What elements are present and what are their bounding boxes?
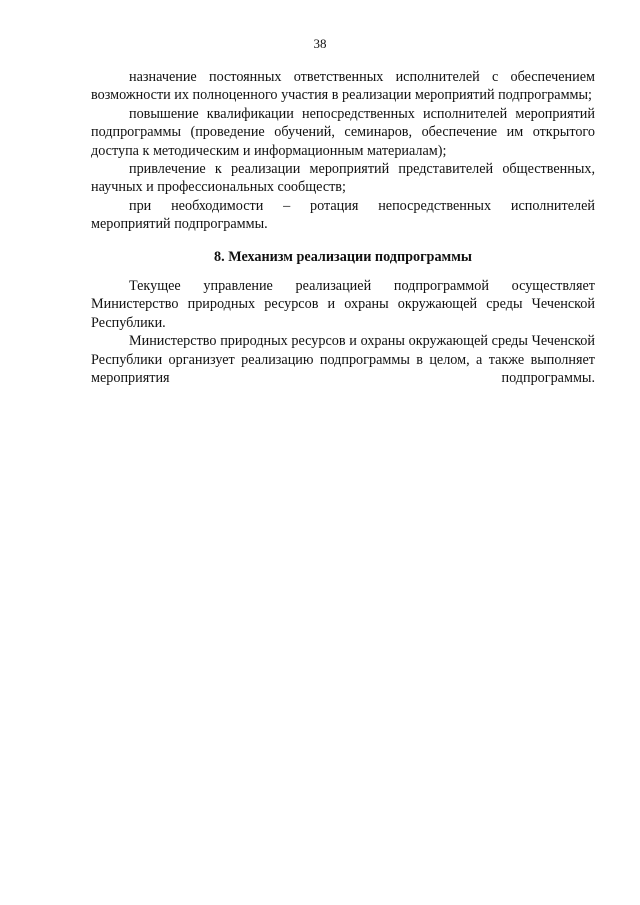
page-content [91, 68, 595, 388]
list-paragraph: при необходимости – ротация непосредственных исполнителей мероприятий подпрограммы. [91, 197, 595, 233]
section-paragraph: Министерство природных ресурсов и охраны окружающей среды Чеченской Республики организует реализацию подпрограммы в целом, а также выполняет мероприятия подпрограммы. [91, 333, 595, 387]
list-paragraph: привлечение к реализации мероприятий представителей общественных, научных и профессиональных сообществ; [91, 161, 595, 196]
page-number: 38 [313, 36, 327, 51]
section-heading: 8. Механизм реализации подпрограммы [214, 248, 472, 265]
list-paragraph: назначение постоянных ответственных исполнителей с обеспечением возможности их полноценного участия в реализации мероприятий подпрограммы; [91, 69, 595, 104]
list-paragraph: повышение квалификации непосредственных исполнителей мероприятий подпрограммы (проведение обучений, семинаров, обеспечение им открытого доступа к методическим и информационным материалам); [91, 105, 595, 159]
section-paragraph: Текущее управление реализацией подпрограммой осуществляет Министерство природных ресурсов и охраны окружающей среды Чеченской Республики. [91, 278, 595, 331]
